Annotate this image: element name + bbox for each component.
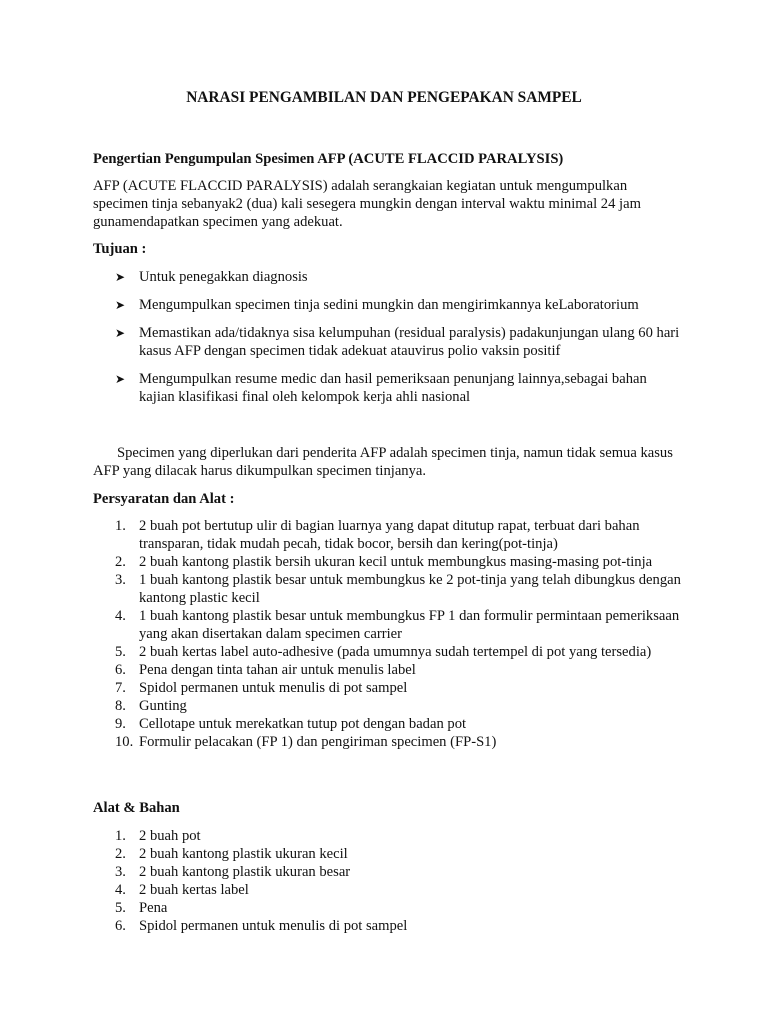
list-item: 5. 2 buah kertas label auto-adhesive (pada umumnya sudah tertempel di pot yang tersedia): [115, 644, 652, 660]
list-item: ➤ Mengumpulkan specimen tinja sedini mungkin dan mengirimkannya keLaboratorium: [115, 297, 639, 313]
section-heading-persyaratan: Persyaratan dan Alat :: [93, 491, 235, 507]
arrowhead-bullet-icon: ➤: [115, 270, 126, 284]
arrowhead-bullet-icon: ➤: [115, 372, 126, 386]
list-item: 1. 2 buah pot bertutup ulir di bagian luarnya yang dapat ditutup rapat, terbuat dari bahan transparan, tidak mudah pecah, tidak bocor, bersih dan kering(pot-tinja): [115, 518, 640, 552]
section-heading-pengertian: Pengertian Pengumpulan Spesimen AFP (ACUTE FLACCID PARALYSIS): [93, 151, 564, 167]
alat-bahan-list: [93, 827, 683, 935]
tujuan-list: [93, 268, 683, 416]
list-item: 1. 2 buah pot: [115, 828, 201, 844]
list-item: 3. 1 buah kantong plastik besar untuk membungkus ke 2 pot-tinja yang telah dibungkus dengan kantong plastic kecil: [115, 572, 681, 606]
list-item: 2. 2 buah kantong plastik ukuran kecil: [115, 846, 348, 862]
persyaratan-list: [93, 517, 683, 751]
arrowhead-bullet-icon: ➤: [115, 326, 126, 340]
list-item: 4. 1 buah kantong plastik besar untuk membungkus FP 1 dan formulir permintaan pemeriksaan yang akan disertakan dalam specimen carrier: [115, 608, 680, 642]
document-title: NARASI PENGAMBILAN DAN PENGEPAKAN SAMPEL: [186, 89, 582, 106]
list-item: 7. Spidol permanen untuk menulis di pot sampel: [115, 680, 408, 696]
arrowhead-bullet-icon: ➤: [115, 298, 126, 312]
section-heading-tujuan: Tujuan :: [93, 241, 147, 257]
list-item: 3. 2 buah kantong plastik ukuran besar: [115, 864, 351, 880]
list-item: 6. Spidol permanen untuk menulis di pot sampel: [115, 918, 408, 934]
paragraph-specimen: Specimen yang diperlukan dari penderita AFP adalah specimen tinja, namun tidak semua kasus AFP yang dilacak harus dikumpulkan specimen tinjanya.: [93, 445, 673, 479]
list-item: 2. 2 buah kantong plastik bersih ukuran kecil untuk membungkus masing-masing pot-tinja: [115, 554, 653, 570]
list-item: 6. Pena dengan tinta tahan air untuk menulis label: [115, 662, 416, 678]
list-item: ➤ Untuk penegakkan diagnosis: [115, 269, 308, 285]
list-item: 5. Pena: [115, 900, 168, 916]
list-item: ➤ Memastikan ada/tidaknya sisa kelumpuhan (residual paralysis) padakunjungan ulang 60 hari kasus AFP dengan specimen tidak adekuat atauvirus polio vaksin positif: [115, 325, 680, 359]
list-item: ➤ Mengumpulkan resume medic dan hasil pemeriksaan penunjang lainnya,sebagai bahan kajian klasifikasi final oleh kelompok kerja ahli nasional: [115, 371, 647, 405]
section-heading-alat-bahan: Alat & Bahan: [93, 800, 180, 816]
list-item: 10. Formulir pelacakan (FP 1) dan pengiriman specimen (FP-S1): [115, 734, 497, 750]
list-item: 4. 2 buah kertas label: [115, 882, 249, 898]
paragraph-pengertian: AFP (ACUTE FLACCID PARALYSIS) adalah serangkaian kegiatan untuk mengumpulkan specimen tinja sebanyak2 (dua) kali sesegera mungkin dengan interval waktu minimal 24 jam gunamendapatkan specimen yang adekuat.: [93, 178, 641, 230]
list-item: 9. Cellotape untuk merekatkan tutup pot dengan badan pot: [115, 716, 467, 732]
list-item: 8. Gunting: [115, 698, 187, 714]
